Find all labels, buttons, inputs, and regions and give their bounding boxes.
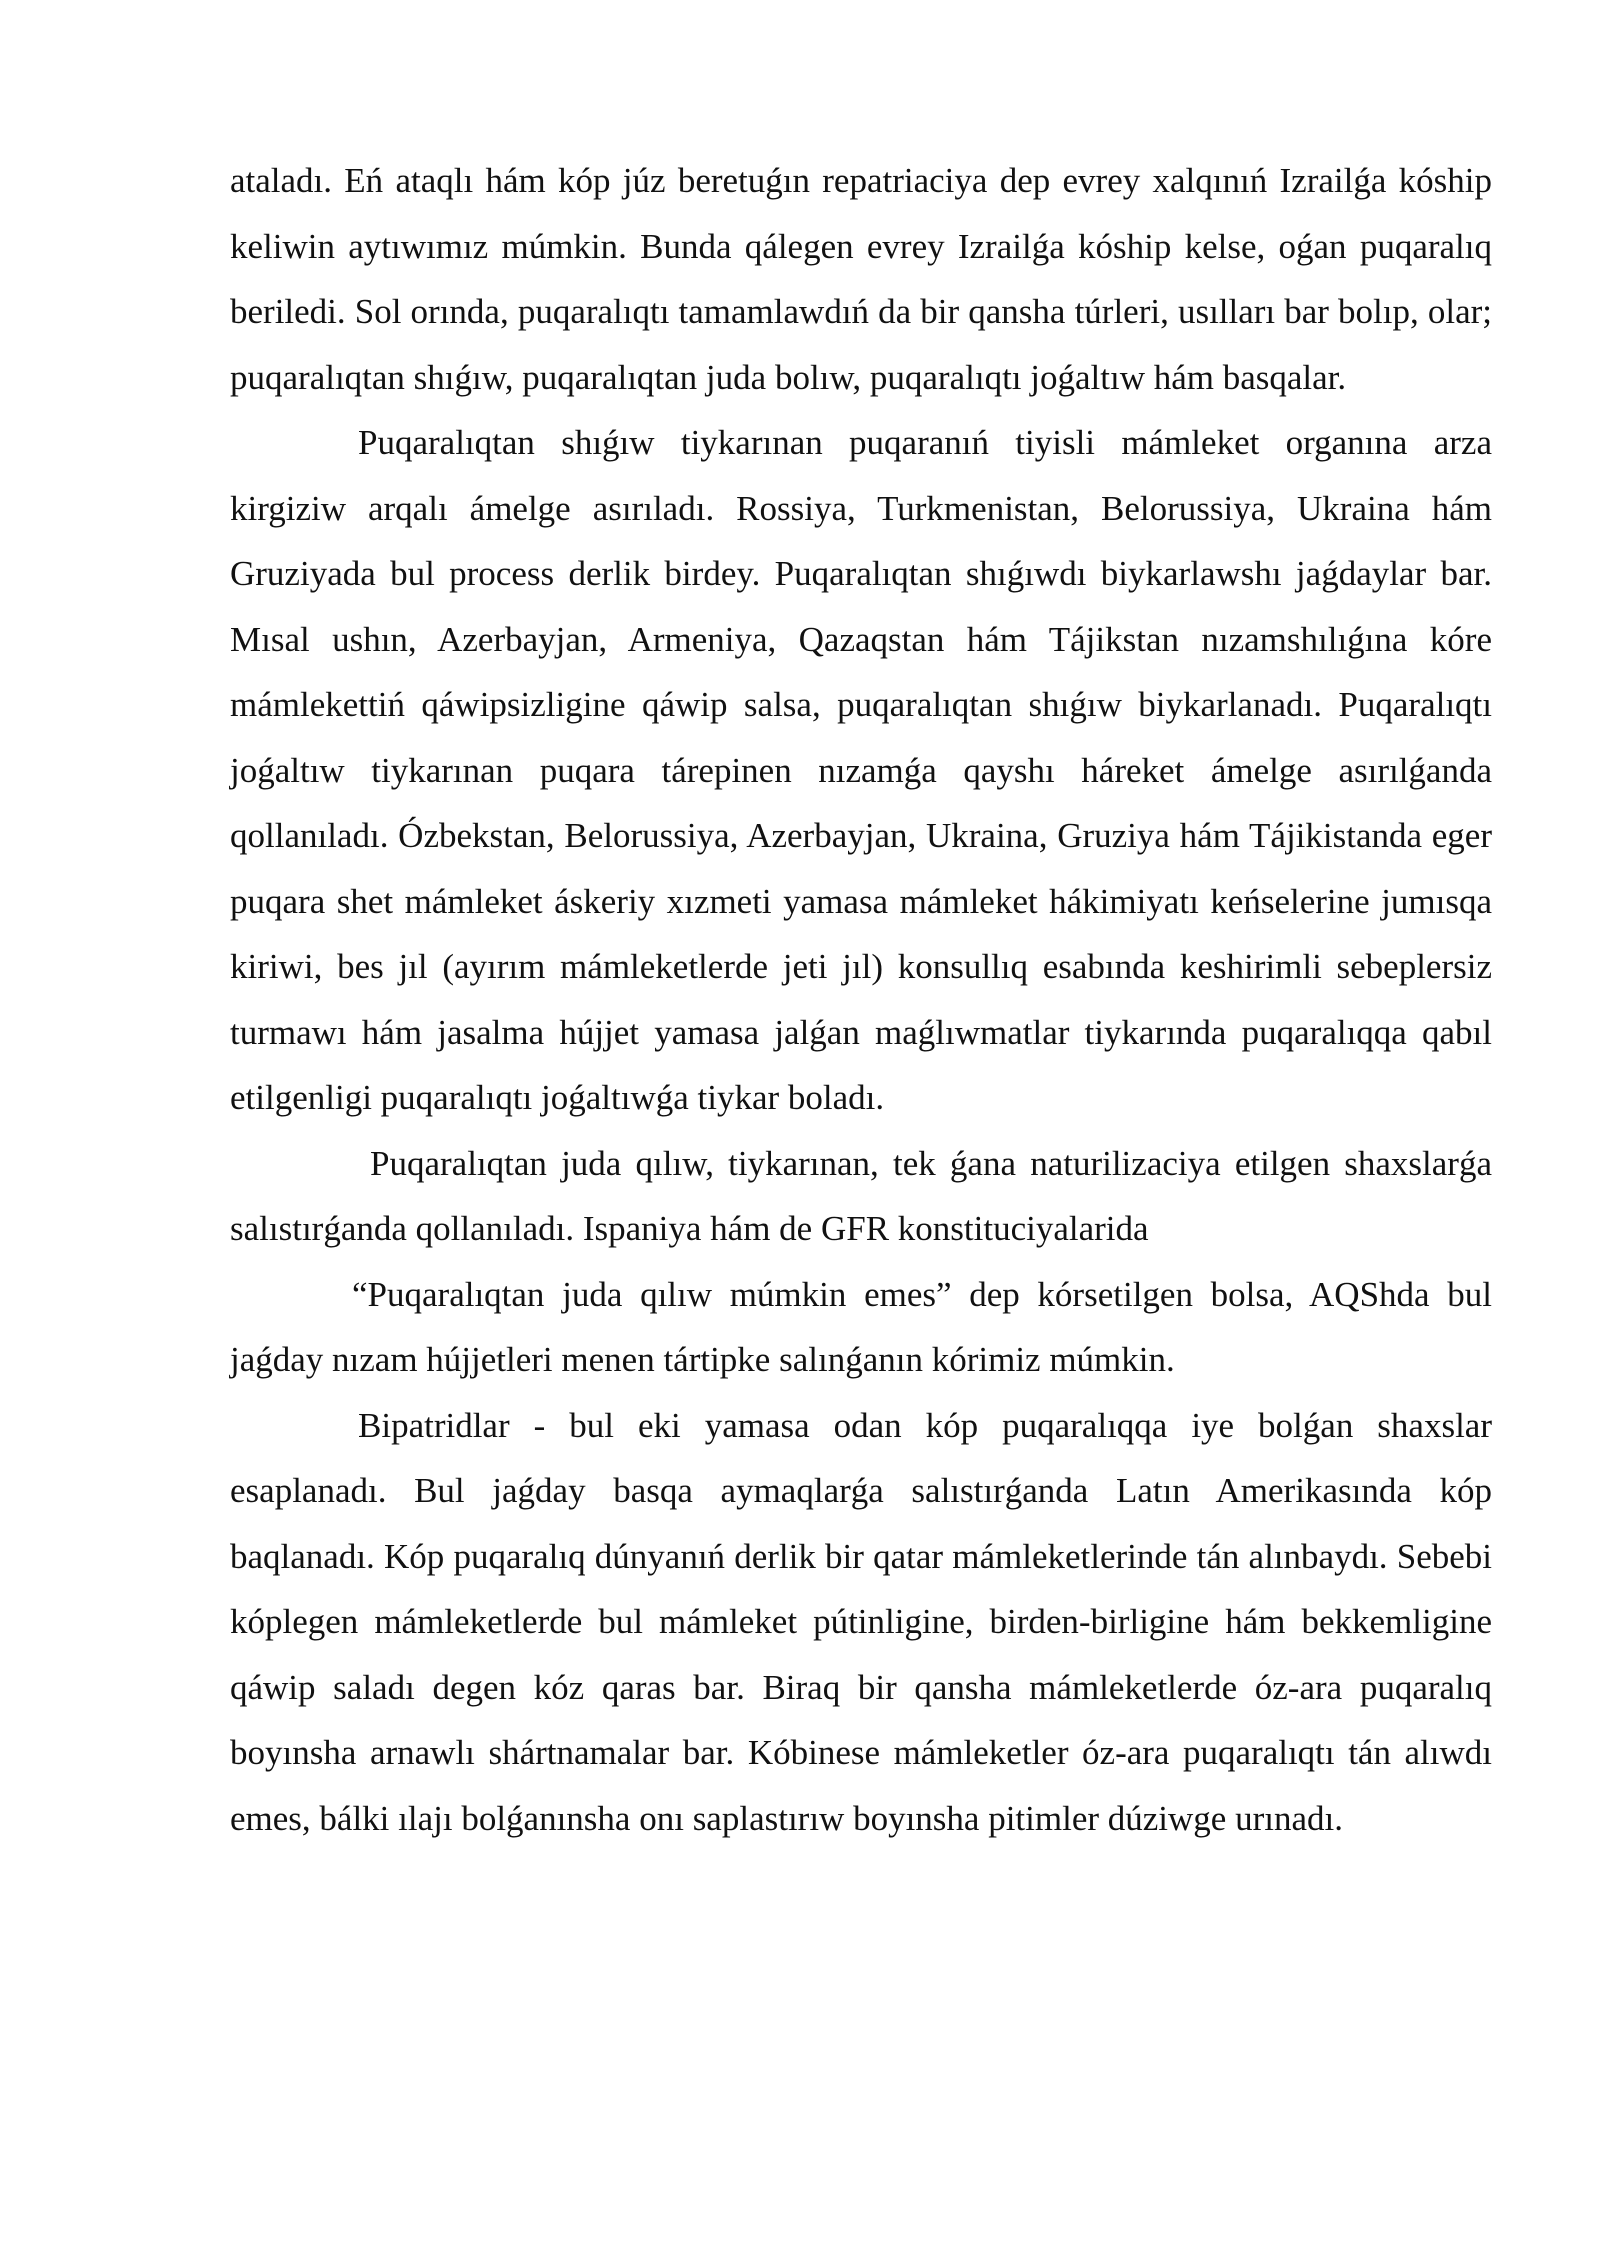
paragraph-renunciation: Puqaralıqtan shıǵıw tiykarınan puqaranıń tiyisli mámleket organına arza kirgiziw arqalı ámelge asırıladı. Rossiya, Turkmenistan, Belorussiya, Ukraina hám Gruziyada bul process derlik birdey. Puqaralıqtan shıǵıwdı biykarlawshı jaǵdaylar bar. Mısal ushın, Azerbayjan, Armeniya, Qazaqstan hám Tájikstan nızamshılıǵına kóre mámlekettiń qáwipsizligine qáwip salsa, puqaralıqtan shıǵıw biykarlanadı. Puqaralıqtı joǵaltıw tiykarınan puqara tárepinen nızamǵa qayshı háreket ámelge asırılǵanda qollanıladı. Ózbekstan, Belorussiya, Azerbayjan, Ukraina, Gruziya hám Tájikistanda eger puqara shet mámleket áskeriy xızmeti yamasa mámleket hákimiyatı keńselerine jumısqa kiriwi, bes jıl (ayırım mámleketlerde jeti jıl) konsullıq esabında keshirimli sebeplersiz turmawı hám jasalma hújjet yamasa jalǵan maǵlıwmatlar tiykarında puqaralıqqa qabıl etilgenligi puqaralıqtı joǵaltıwǵa tiykar boladı. — [230, 423, 1492, 1117]
paragraph-bipatrides: Bipatridlar - bul eki yamasa odan kóp puqaralıqqa iye bolǵan shaxslar esaplanadı. Bul jaǵday basqa aymaqlarǵa salıstırǵanda Latın Amerikasında kóp baqlanadı. Kóp puqaralıq dúnyanıń derlik bir qatar mámleketlerinde tán alınbaydı. Sebebi kóplegen mámleketlerde bul mámleket pútinligine, birden-birligine hám bekkemligine qáwip saladı degen kóz qaras bar. Biraq bir qansha mámleketlerde óz-ara puqaralıq boyınsha arnawlı shártnamalar bar. Kóbinese mámleketler óz-ara puqaralıqtı tán alıwdı emes, bálki ılajı bolǵanınsha onı saplastırıw boyınsha pitimler dúziwge urınadı. — [230, 1405, 1492, 1838]
paragraph-quote: “Puqaralıqtan juda qılıw múmkin emes” dep kórsetilgen bolsa, AQShda bul jaǵday nızam hújjetleri menen tártipke salınǵanın kórimiz múmkin. — [230, 1274, 1492, 1379]
paragraph-continuation: ataladı. Eń ataqlı hám kóp júz beretuǵın repatriaciya dep evrey xalqınıń Izrailǵa kóship keliwin aytıwımız múmkin. Bunda qálegen evrey Izrailǵa kóship kelse, oǵan puqaralıq beriledi. Sol orında, puqaralıqtı tamamlawdıń da bir qansha túrleri, usılları bar bolıp, olar; puqaralıqtan shıǵıw, puqaralıqtan juda bolıw, puqaralıqtı joǵaltıw hám basqalar. — [230, 161, 1492, 397]
document-body — [230, 148, 1492, 1851]
paragraph-deprivation: Puqaralıqtan juda qılıw, tiykarınan, tek ǵana naturilizaciya etilgen shaxslarǵa salıstırǵanda qollanıladı. Ispaniya hám de GFR konstituciyalarida — [230, 1143, 1492, 1248]
